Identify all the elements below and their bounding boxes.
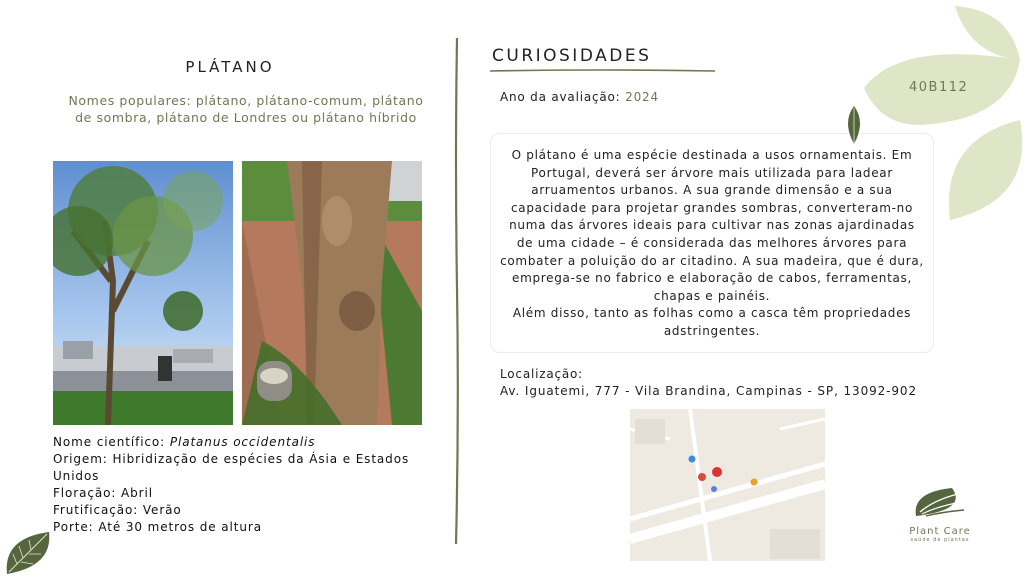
tree-photo [53,161,233,425]
brand-tagline: saúde de plantas [910,537,970,543]
popular-names: Nomes populares: plátano, plátano-comum, plátano de sombra, plátano de Londres ou plátano híbrido [68,93,424,125]
map-pin-icon [698,473,706,481]
map-pin-icon [751,479,758,486]
brand-name: Plant Care [909,526,971,537]
origin: Origem: Hibridização de espécies da Ásia e Estados Unidos [53,452,410,483]
curiosities-title: CURIOSIDADES [492,46,652,66]
title-underline [490,68,715,74]
species-title: PLÁTANO [185,58,275,76]
flowering: Floração: Abril [53,486,153,500]
map-pin-icon [711,486,717,492]
plant-care-logo [912,486,968,520]
leaf-icon [3,528,53,576]
location-address: Av. Iguatemi, 777 - Vila Brandina, Campinas - SP, 13092-902 [500,384,918,398]
scientific-name: Nome científico: Platanus occidentalis [53,435,316,449]
location-map[interactable] [630,409,825,561]
evaluation-year: Ano da avaliação: 2024 [500,90,659,104]
location-label: Localização: [500,367,584,381]
size: Porte: Até 30 metros de altura [53,520,262,534]
fruiting: Frutificação: Verão [53,503,182,517]
leaf-decoration [860,0,1024,230]
trunk-photo [242,161,422,425]
curiosities-paragraph: Além disso, tanto as folhas como a casca têm propriedades adstringentes. [512,306,912,338]
curiosities-paragraph: O plátano é uma espécie destinada a usos ornamentais. Em Portugal, deverá ser árvore mais utilizada para ladear arruamentos urbanos. A sua grande dimensão e a sua capacidade para projetar grandes sombras, converteram-no numa das árvores ideais para cultivar nas zonas ajardinadas de uma cidade – é considerada das melhores árvores para combater a poluição do ar citadino. A sua madeira, que é dura, emprega-se no fabrico e elaboração de cabos, ferramentas, chapas e painéis. [500,148,924,303]
map-pin-icon [689,456,696,463]
column-divider [452,38,462,544]
map-pin-icon [712,467,722,477]
brand [900,486,980,543]
tree-code: 40B112 [909,80,969,95]
species-facts [53,434,433,536]
